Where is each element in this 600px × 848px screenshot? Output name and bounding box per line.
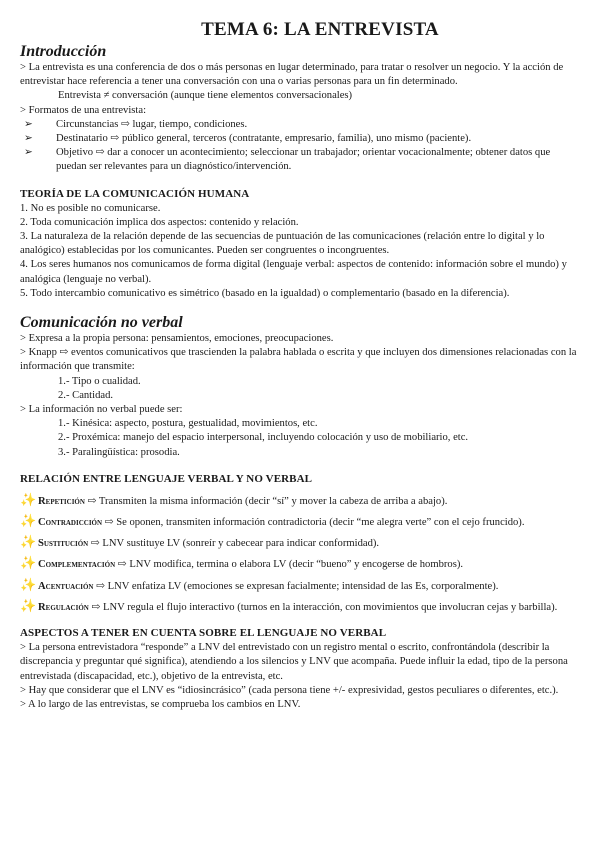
document-page: [20, 18, 580, 712]
relacion-item: ✨ Complementación ⇨ LNV modifica, termina o elabora LV (decir “bueno” y encogerse de hombros).: [20, 555, 464, 571]
intro-paragraph: > La entrevista es una conferencia de dos o más personas en lugar determinado, para tratar o resolver un negocio. Y la acción de entrevistar hace referencia a tener una conversación con una o varias personas para un fin determinado.: [20, 62, 564, 88]
kind-item: 1.- Kinésica: aspecto, postura, gestualidad, movimientos, etc.: [58, 418, 318, 430]
sparkles-icon: ✨: [20, 491, 37, 507]
format-item: ➢ Objetivo ⇨ dar a conocer un acontecimiento; seleccionar un trabajador; orientar vocacionalmente; obtener datos que puedan ser relevantes para un diagnóstico/intervención.: [24, 147, 551, 173]
aspectos-item: > A lo largo de las entrevistas, se comprueba los cambios en LNV.: [20, 698, 301, 710]
arrowhead-icon: ➢: [24, 147, 33, 159]
sparkles-icon: ✨: [20, 513, 37, 529]
sparkles-icon: ✨: [20, 555, 37, 571]
intro-heading: Introducción: [20, 43, 107, 60]
relacion-item: ✨ Contradicción ⇨ Se oponen, transmiten información contradictoria (decir “me alegra verte” con el cejo fruncido).: [20, 513, 525, 529]
kind-item: 2.- Proxémica: manejo del espacio interpersonal, incluyendo colocación y uso de mobiliario, etc.: [58, 432, 469, 444]
aspectos-heading: ASPECTOS A TENER EN CUENTA SOBRE EL LENGUAJE NO VERBAL: [20, 627, 387, 640]
relacion-item: ✨ Repetición ⇨ Transmiten la misma información (decir “sí” y mover la cabeza de arriba a abajo).: [20, 491, 448, 507]
noverbal-paragraph: > Expresa a la propia persona: pensamientos, emociones, preocupaciones.: [20, 333, 334, 345]
formats-intro: > Formatos de una entrevista:: [20, 104, 147, 116]
teoria-item: 3. La naturaleza de la relación depende de las secuencias de puntuación de las comunicaciones (relación entre lo digital y lo analógico) establecidas por los comunicantes. Pueden ser congruentes o incongruentes.: [20, 231, 545, 257]
relacion-item: ✨ Sustitución ⇨ LNV sustituye LV (sonreír y cabecear para indicar conformidad).: [20, 534, 380, 550]
dimension-item: 2.- Cantidad.: [58, 389, 114, 401]
aspectos-item: > Hay que considerar que el LNV es “idiosincrásico” (cada persona tiene +/- expresividad, gestos peculiares o diferentes, etc.).: [20, 684, 559, 696]
relacion-heading: RELACIÓN ENTRE LENGUAJE VERBAL Y NO VERBAL: [20, 472, 313, 485]
relacion-item: ✨ Acentuación ⇨ LNV enfatiza LV (emociones se expresan facialmente; intensidad de las Es, corporalmente).: [20, 576, 499, 592]
noverbal-paragraph: > La información no verbal puede ser:: [20, 404, 183, 416]
format-item: ➢ Circunstancias ⇨ lugar, tiempo, condiciones.: [20, 118, 580, 132]
noverbal-heading: Comunicación no verbal: [20, 314, 183, 332]
noverbal-paragraph: > Knapp ⇨ eventos comunicativos que trascienden la palabra hablada o escrita y que incluyen dos dimensiones relacionadas con la información que transmite:: [20, 347, 577, 373]
arrowhead-icon: ➢: [24, 118, 33, 130]
relacion-list: [20, 487, 580, 615]
teoria-item: 2. Toda comunicación implica dos aspectos: contenido y relación.: [20, 216, 299, 228]
dimension-item: 1.- Tipo o cualidad.: [58, 375, 141, 387]
page-title: TEMA 6: LA ENTREVISTA: [201, 19, 439, 40]
format-item: ➢ Destinatario ⇨ público general, terceros (contratante, empresario, familia), uno mismo (paciente).: [20, 132, 580, 146]
kind-item: 3.- Paralingüística: prosodia.: [58, 446, 180, 458]
sparkles-icon: ✨: [20, 597, 37, 613]
sparkles-icon: ✨: [20, 534, 37, 550]
teoria-item: 1. No es posible no comunicarse.: [20, 202, 161, 214]
teoria-item: 5. Todo intercambio comunicativo es simétrico (basado en la igualdad) o complementario (basado en la diferencia).: [20, 287, 510, 299]
intro-note: Entrevista ≠ conversación (aunque tiene elementos conversacionales): [58, 90, 353, 102]
sparkles-icon: ✨: [20, 576, 37, 592]
arrowhead-icon: ➢: [24, 133, 33, 145]
teoria-item: 4. Los seres humanos nos comunicamos de forma digital (lenguaje verbal: aspectos de contenido: información sobre el mundo) y analógica (lenguaje no verbal).: [20, 259, 567, 285]
aspectos-item: > La persona entrevistadora “responde” a LNV del entrevistado con un registro mental o escrito, confrontándola (describir la discrepancia y preguntar qué significa), atendiendo a los silencios y LNV que acompaña. Puede influir la edad, tipo de la persona entrevistada (discapacidad, etc.), objetivo de la entrevista, etc.: [20, 642, 568, 682]
relacion-item: ✨ Regulación ⇨ LNV regula el flujo interactivo (turnos en la interacción, con movimientos que involucran cejas y barbilla).: [20, 597, 558, 613]
teoria-heading: TEORÍA DE LA COMUNICACIÓN HUMANA: [20, 187, 250, 200]
